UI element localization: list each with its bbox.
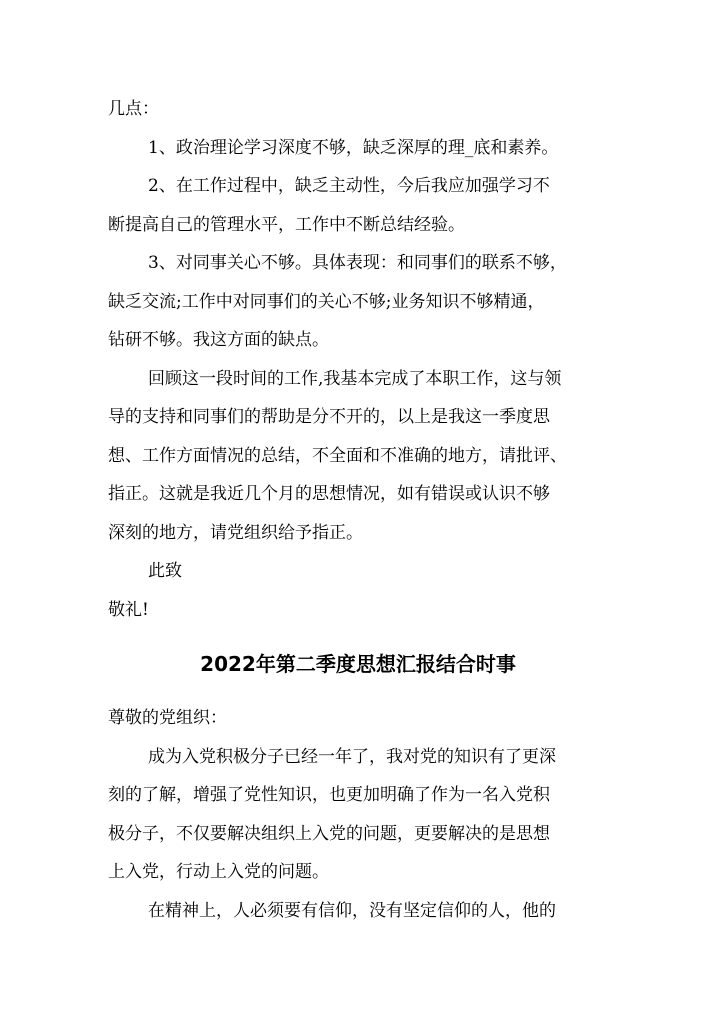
paragraph-line: 在精神上，人必须要有信仰，没有坚定信仰的人，他的	[148, 900, 556, 921]
paragraph-line: 断提高自己的管理水平，工作中不断总结经验。	[108, 214, 465, 235]
section-spacer	[108, 683, 608, 699]
document-body	[108, 90, 608, 930]
section-spacer	[108, 629, 608, 645]
paragraph-line: 指正。这就是我近几个月的思想情况，如有错误或认识不够	[108, 484, 550, 504]
paragraph-line: 回顾这一段时间的工作,我基本完成了本职工作，这与领	[148, 368, 562, 389]
paragraph-line: 想、工作方面情况的总结，不全面和不准确的地方，请批评、	[108, 445, 567, 466]
paragraph-line: 刻的了解，增强了党性知识，也更加明确了作为一名入党积	[108, 785, 550, 805]
greeting-line: 尊敬的党组织：	[108, 708, 227, 728]
paragraph-line: 钻研不够。我这方面的缺点。	[108, 330, 329, 350]
section-title: 2022年第二季度思想汇报结合时事	[200, 652, 516, 676]
paragraph-line: 导的支持和同事们的帮助是分不开的，以上是我这一季度思	[108, 407, 550, 427]
paragraph-line: 深刻的地方，请党组织给予指正。	[108, 522, 363, 543]
paragraph-line: 上入党，行动上入党的问题。	[108, 862, 329, 882]
closing-regards: 敬礼!	[108, 599, 149, 620]
closing-salutation: 此致	[148, 561, 182, 581]
paragraph-line: 极分子，不仅要解决组织上入党的问题，更要解决的是思想	[108, 823, 550, 844]
paragraph-line: 1、政治理论学习深度不够，缺乏深厚的理_底和素养。	[148, 137, 559, 158]
paragraph-line: 3、对同事关心不够。具体表现：和同事们的联系不够，	[148, 253, 567, 273]
paragraph-line: 2、在工作过程中，缺乏主动性，今后我应加强学习不	[148, 176, 550, 196]
paragraph-line: 几点：	[108, 99, 159, 119]
paragraph-line: 缺乏交流;工作中对同事们的关心不够;业务知识不够精通，	[108, 291, 545, 312]
paragraph-line: 成为入党积极分子已经一年了，我对党的知识有了更深	[148, 746, 556, 767]
